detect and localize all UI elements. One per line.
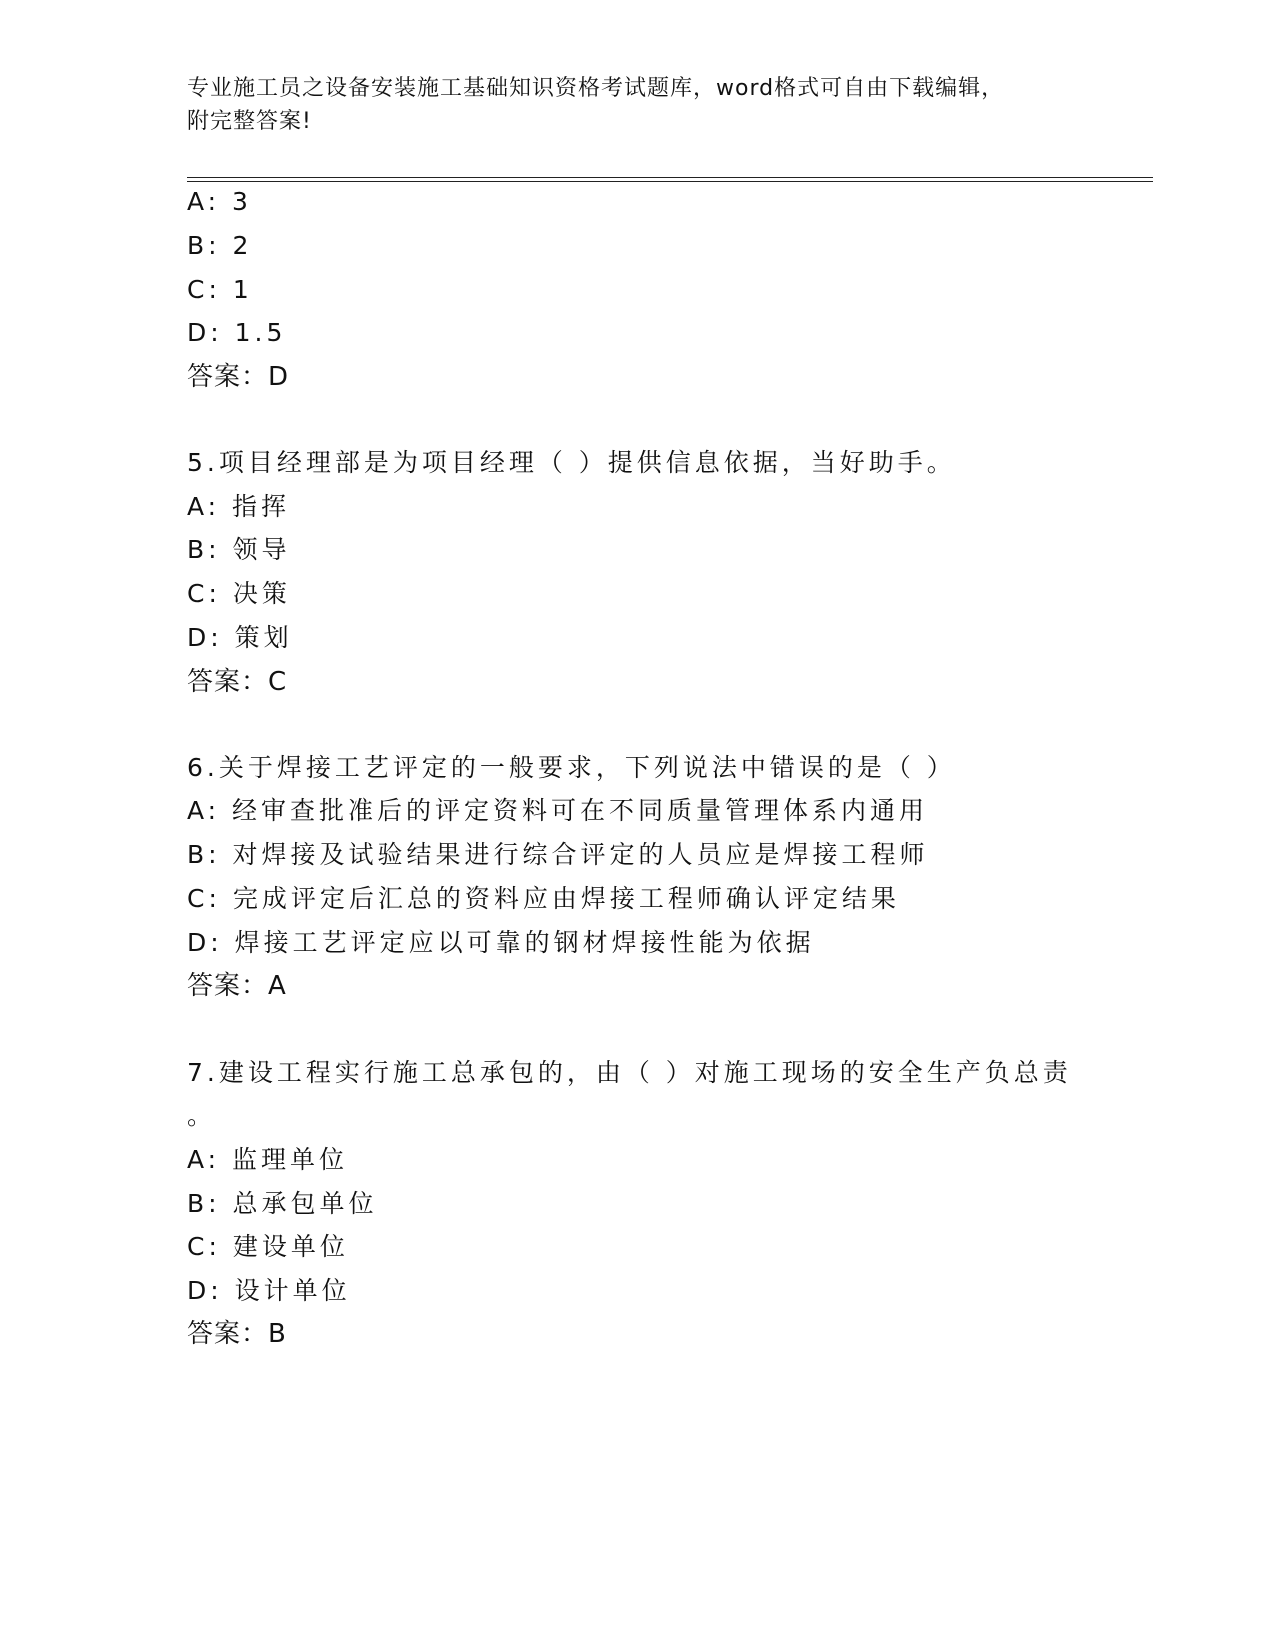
header-divider-top	[187, 177, 1153, 178]
q5-option-d: D: 策划	[187, 623, 293, 652]
q5-option-b: B: 领导	[187, 535, 291, 564]
q7-answer: 答案：B	[187, 1319, 287, 1349]
q6-option-c: C: 完成评定后汇总的资料应由焊接工程师确认评定结果	[187, 884, 900, 913]
q5-option-c: C: 决策	[187, 579, 291, 608]
q7-stem-line-2: 。	[187, 1101, 217, 1130]
q6-answer: 答案：A	[187, 971, 287, 1001]
q7-option-a: A: 监理单位	[187, 1145, 349, 1174]
q4-option-c: C: 1	[187, 275, 253, 304]
q6-option-d: D: 焊接工艺评定应以可靠的钢材焊接性能为依据	[187, 928, 815, 957]
document-header	[187, 72, 1067, 138]
q5-option-a: A: 指挥	[187, 492, 291, 521]
header-title-line-1: 专业施工员之设备安装施工基础知识资格考试题库，word格式可自由下载编辑，	[187, 76, 1005, 101]
q6-option-b: B: 对焊接及试验结果进行综合评定的人员应是焊接工程师	[187, 840, 929, 869]
q6-option-a: A: 经审查批准后的评定资料可在不同质量管理体系内通用	[187, 796, 929, 825]
header-divider-bottom	[187, 181, 1153, 182]
header-title-line-2: 附完整答案!	[187, 109, 312, 134]
q5-answer: 答案：C	[187, 667, 288, 697]
q7-stem-line-1: 7.建设工程实行施工总承包的，由（ ）对施工现场的安全生产负总责	[187, 1058, 1072, 1087]
q6-stem: 6.关于焊接工艺评定的一般要求，下列说法中错误的是（ ）	[187, 753, 956, 782]
q5-stem: 5.项目经理部是为项目经理（ ）提供信息依据，当好助手。	[187, 448, 956, 477]
q7-option-b: B: 总承包单位	[187, 1189, 378, 1218]
q7-option-d: D: 设计单位	[187, 1276, 351, 1305]
q4-option-a: A: 3	[187, 187, 252, 216]
q4-option-b: B: 2	[187, 231, 253, 260]
q7-option-c: C: 建设单位	[187, 1232, 349, 1261]
q4-answer: 答案：D	[187, 362, 290, 392]
q4-option-d: D: 1.5	[187, 318, 287, 347]
